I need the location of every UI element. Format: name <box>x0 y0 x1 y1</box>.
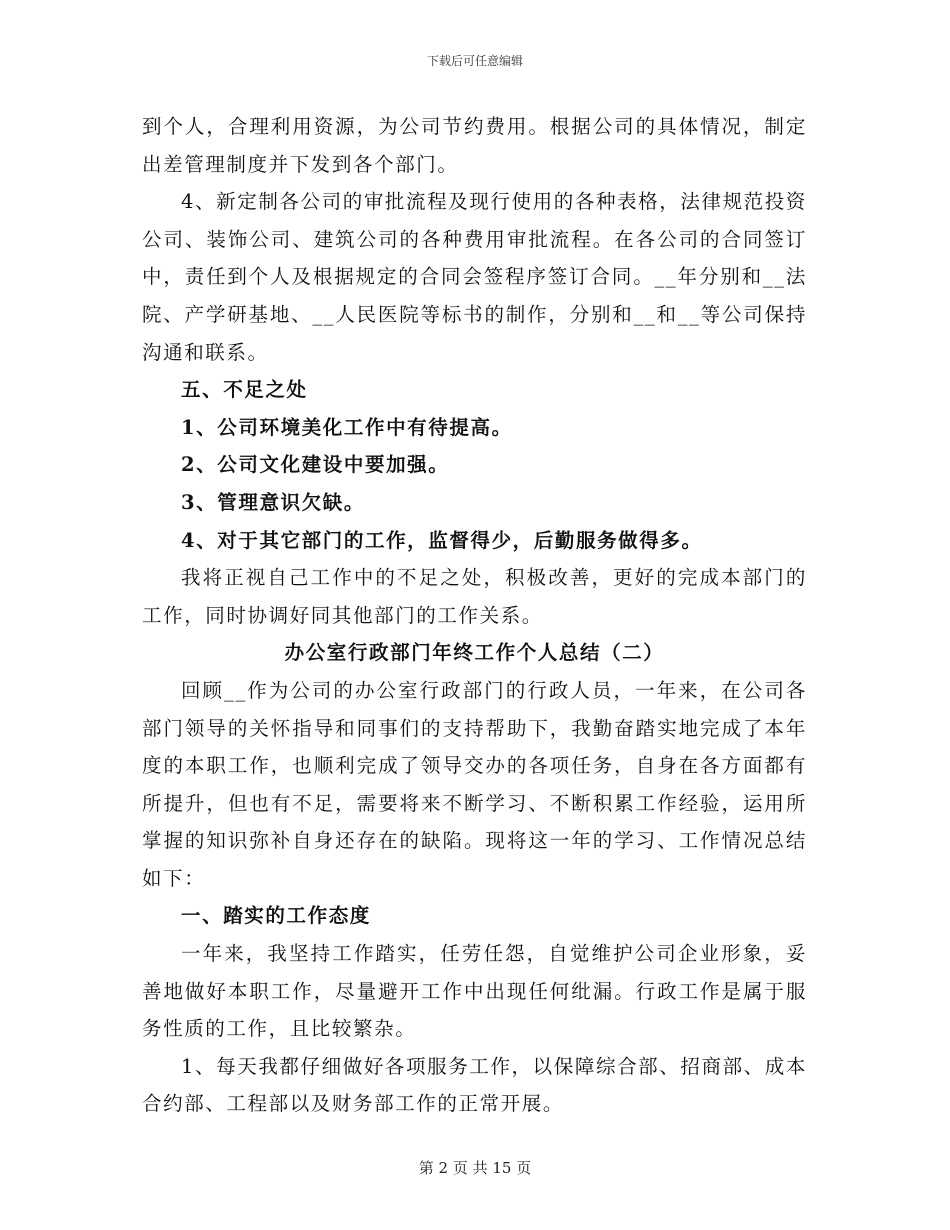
page-number: 第 2 页 共 15 页 <box>418 1159 532 1177</box>
header-note: 下载后可任意编辑 <box>426 54 523 68</box>
document-title-part-two: 办公室行政部门年终工作个人总结（二） <box>284 641 665 665</box>
shortcoming-item-2: 2、公司文化建设中要加强。 <box>181 453 450 477</box>
shortcoming-item-4: 4、对于其它部门的工作，监督得少，后勤服务做得多。 <box>181 528 703 552</box>
paragraph-work-attitude: 一年来，我坚持工作踏实，任劳任怨，自觉维护公司企业形象，妥善地做好本职工作，尽量避开工作中出现任何纰漏。行政工作是属于服务性质的工作，且比较繁杂。 <box>142 942 807 1041</box>
document-body <box>142 108 807 1123</box>
paragraph-daily-service: 1、每天我都仔细做好各项服务工作，以保障综合部、招商部、成本合约部、工程部以及财务部工作的正常开展。 <box>142 1054 807 1116</box>
paragraph-improvement: 我将正视自己工作中的不足之处，积极改善，更好的完成本部门的工作，同时协调好同其他部门的工作关系。 <box>142 566 807 627</box>
section-heading-work-attitude: 一、踏实的工作态度 <box>181 904 371 928</box>
paragraph-item-4-approval: 4、新定制各公司的审批流程及现行使用的各种表格，法律规范投资公司、装饰公司、建筑公司的各种费用审批流程。在各公司的合同签订中，责任到个人及根据规定的合同会签程序签订合同。__年分别和__法院、产学研基地、__人民医院等标书的制作，分别和__和__等公司保持沟通和联系。 <box>142 190 807 364</box>
paragraph-review-intro: 回顾__作为公司的办公室行政部门的行政人员，一年来，在公司各部门领导的关怀指导和同事们的支持帮助下，我勤奋踏实地完成了本年度的本职工作，也顺利完成了领导交办的各项任务，自身在各方面都有所提升，但也有不足，需要将来不断学习、不断积累工作经验，运用所掌握的知识弥补自身还存在的缺陷。现将这一年的学习、工作情况总结如下： <box>142 678 807 890</box>
shortcoming-item-3: 3、管理意识欠缺。 <box>181 490 365 514</box>
paragraph-continuation: 到个人，合理利用资源，为公司节约费用。根据公司的具体情况，制定出差管理制度并下发到各个部门。 <box>142 115 807 176</box>
section-heading-shortcomings: 五、不足之处 <box>181 378 308 402</box>
shortcoming-item-1: 1、公司环境美化工作中有待提高。 <box>181 415 513 439</box>
